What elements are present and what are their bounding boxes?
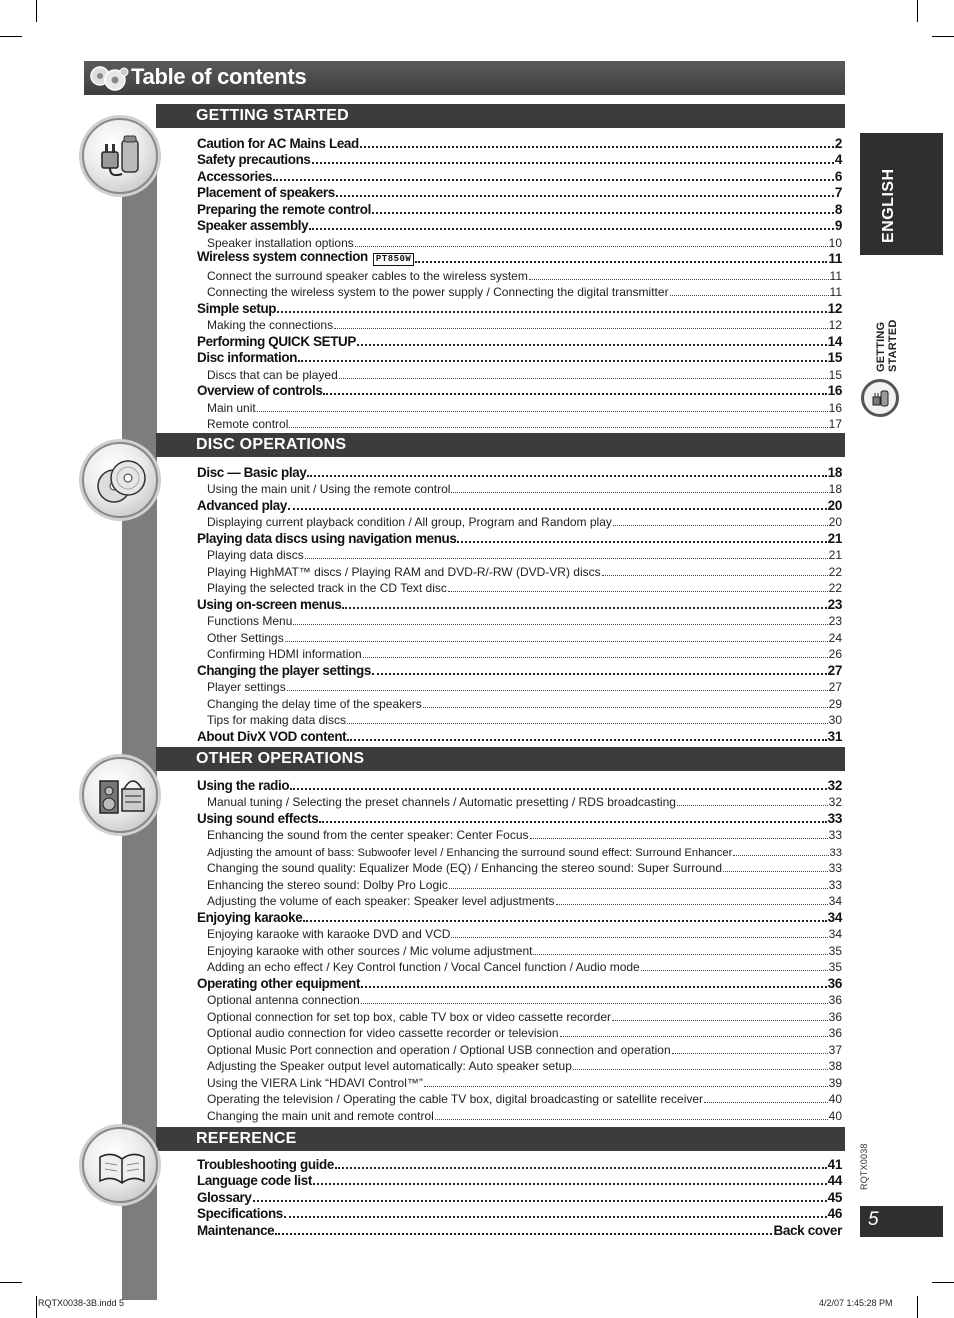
leader-dots xyxy=(670,295,829,296)
toc-page-number: 6 xyxy=(834,168,842,184)
toc-entry xyxy=(197,1221,842,1238)
leader-dots xyxy=(336,195,834,197)
toc-entry-label: Speaker installation options xyxy=(207,235,354,250)
title-bar xyxy=(84,61,845,95)
toc-subentry xyxy=(197,694,842,711)
toc-subentry xyxy=(197,1007,842,1024)
leader-dots xyxy=(363,657,828,658)
toc-page-number: 27 xyxy=(827,662,842,678)
toc-page-number: 9 xyxy=(834,218,842,233)
toc-page-number: 38 xyxy=(828,1059,842,1073)
toc-subentry xyxy=(197,678,842,695)
leader-dots xyxy=(530,838,828,839)
toc-entry xyxy=(197,332,842,349)
model-badge: PT850W xyxy=(373,253,414,266)
toc-entry-label: Specifications xyxy=(197,1206,283,1221)
toc-entry-label: Optional antenna connection xyxy=(207,993,360,1007)
leader-dots xyxy=(289,427,827,428)
leader-dots xyxy=(284,1216,827,1218)
toc-subentry xyxy=(197,1090,842,1107)
leader-dots xyxy=(704,1102,828,1103)
leader-dots xyxy=(733,855,828,856)
toc-entry xyxy=(197,299,842,316)
toc-entry xyxy=(197,595,842,612)
leader-dots xyxy=(641,970,828,971)
toc-entry-label: Other Settings xyxy=(207,630,284,645)
toc-page-number: 33 xyxy=(828,861,842,875)
toc-page-number: 11 xyxy=(829,268,842,283)
toc-page-number: 11 xyxy=(829,285,842,299)
leader-dots xyxy=(723,871,828,872)
toc-subentry xyxy=(197,991,842,1008)
toc-subentry xyxy=(197,283,842,300)
toc-entry-label: Preparing the remote control xyxy=(197,201,371,217)
toc-page-number: 45 xyxy=(827,1189,842,1205)
leader-dots xyxy=(573,1069,828,1070)
toc-entry-label: Using sound effects xyxy=(197,810,319,826)
toc-page-number: 36 xyxy=(828,1026,842,1040)
toc-page-number: 20 xyxy=(827,497,842,513)
toc-entry-label: Speaker assembly xyxy=(197,218,309,233)
toc-entry-label: Player settings xyxy=(207,680,286,694)
toc-entry-label: Optional connection for set top box, cable TV box or video cassette recorder xyxy=(207,1009,612,1024)
toc-entry xyxy=(197,134,842,151)
toc-subentry xyxy=(197,579,842,596)
leader-dots xyxy=(253,1200,827,1202)
toc-page-number: Back cover xyxy=(773,1222,842,1238)
toc-page-number: 34 xyxy=(828,927,842,941)
leader-dots xyxy=(347,739,826,741)
leader-dots xyxy=(285,641,828,642)
toc-subentry xyxy=(197,892,842,909)
document-code: RQTX0038 xyxy=(859,1143,869,1190)
leader-dots xyxy=(529,279,829,280)
toc-page-number: 15 xyxy=(827,350,842,365)
toc-subentry xyxy=(197,546,842,563)
toc-entry xyxy=(197,217,842,234)
toc-page-number: 36 xyxy=(827,975,842,991)
leader-dots xyxy=(423,707,828,708)
leader-dots xyxy=(277,311,827,313)
toc-entry xyxy=(197,529,842,546)
toc-page-number: 26 xyxy=(828,647,842,661)
toc-page-number: 46 xyxy=(827,1206,842,1221)
toc-page-number: 2 xyxy=(834,135,842,151)
toc-entry-label: Disc information xyxy=(197,350,298,365)
leader-dots xyxy=(305,558,828,559)
toc-subentry xyxy=(197,628,842,645)
leader-dots xyxy=(560,1036,828,1037)
toc-entry xyxy=(197,151,842,168)
toc-entry xyxy=(197,496,842,513)
toc-entry xyxy=(197,908,842,925)
leader-dots xyxy=(319,821,826,823)
toc-entry-label: Displaying current playback condition / All group, Program and Random play xyxy=(207,515,612,529)
leader-dots xyxy=(533,954,827,955)
leader-dots xyxy=(448,591,828,592)
toc-subentry xyxy=(197,513,842,530)
toc-entry-label: Troubleshooting guide xyxy=(197,1156,334,1172)
toc-page-number: 8 xyxy=(834,201,842,217)
toc-entry xyxy=(197,1188,842,1205)
toc-subentry xyxy=(197,941,842,958)
toc-entry-label: Changing the sound quality: Equalizer Mode (EQ) / Enhancing the stereo sound: Super Surround xyxy=(207,861,722,875)
toc-page-number: 37 xyxy=(828,1042,842,1057)
toc-entry-label: Simple setup xyxy=(197,300,277,316)
toc-entry xyxy=(197,382,842,399)
leader-dots xyxy=(556,904,828,905)
toc-page-number: 24 xyxy=(828,630,842,645)
toc-page-number: 18 xyxy=(828,482,842,496)
toc-page-number: 11 xyxy=(828,251,842,266)
toc-page-number: 18 xyxy=(827,464,842,480)
toc-page-number: 32 xyxy=(827,777,842,793)
leader-dots xyxy=(290,788,826,790)
toc-subentry xyxy=(197,859,842,876)
toc-entry-label: Performing QUICK SETUP xyxy=(197,333,356,349)
toc-subentry xyxy=(197,415,842,432)
toc-page-number: 29 xyxy=(828,696,842,711)
toc-page-number: 44 xyxy=(827,1173,842,1188)
toc-page-number: 33 xyxy=(828,828,842,842)
toc-page-number: 16 xyxy=(827,383,842,398)
toc-entry-label: Using the radio xyxy=(197,777,290,793)
toc-entry-label: Playing HighMAT™ discs / Playing RAM and DVD-R/-RW (DVD-VR) discs xyxy=(207,564,601,579)
leader-dots xyxy=(451,492,827,493)
leader-dots xyxy=(457,541,826,543)
toc-entry-label: Adding an echo effect / Key Control function / Vocal Cancel function / Audio mode xyxy=(207,960,640,974)
toc-entry-label: Enjoying karaoke with other sources / Mic volume adjustment xyxy=(207,943,533,958)
leader-dots xyxy=(449,888,828,889)
toc-subentry xyxy=(197,266,842,283)
toc-page-number: 34 xyxy=(828,894,842,908)
section-header-other-operations: OTHER OPERATIONS xyxy=(156,747,845,771)
toc-subentry xyxy=(197,316,842,333)
toc-entry-label: Safety precautions xyxy=(197,152,311,167)
toc-entry-label: Changing the player settings xyxy=(197,662,371,678)
toc-entry-label: Connecting the wireless system to the power supply / Connecting the digital transmitter xyxy=(207,285,669,299)
toc-page-number: 32 xyxy=(828,795,842,809)
footer-timestamp: 4/2/07 1:45:28 PM xyxy=(819,1298,893,1308)
leader-dots xyxy=(612,1020,828,1021)
toc-entry-label: Optional audio connection for video cassette recorder or television xyxy=(207,1026,559,1040)
toc-entry xyxy=(197,1205,842,1222)
leader-dots xyxy=(309,228,834,230)
leader-dots xyxy=(342,607,826,609)
toc-disc-operations xyxy=(197,463,842,744)
toc-entry-label: Using the main unit / Using the remote control xyxy=(207,482,451,496)
toc-subentry xyxy=(197,398,842,415)
toc-entry-label: Wireless system connection PT850W xyxy=(197,249,414,266)
toc-entry-label: Glossary xyxy=(197,1189,252,1205)
leader-dots xyxy=(677,805,828,806)
toc-page-number: 30 xyxy=(828,713,842,727)
toc-subentry xyxy=(197,958,842,975)
leader-dots xyxy=(451,937,827,938)
toc-page-number: 34 xyxy=(827,909,842,925)
toc-subentry xyxy=(197,562,842,579)
toc-page-number: 33 xyxy=(827,810,842,826)
toc-entry xyxy=(197,809,842,826)
toc-page-number: 12 xyxy=(827,300,842,316)
toc-entry-label: Discs that can be played xyxy=(207,367,338,382)
leader-dots xyxy=(360,146,834,148)
leader-dots xyxy=(323,393,826,395)
toc-page-number: 21 xyxy=(827,530,842,546)
leader-dots xyxy=(257,411,828,412)
toc-entry-label: Adjusting the volume of each speaker: Speaker level adjustments xyxy=(207,894,555,908)
toc-entry xyxy=(197,1155,842,1172)
toc-entry-label: Playing data discs xyxy=(207,548,304,562)
bubbles-logo-icon xyxy=(89,64,129,97)
toc-entry-label: Playing data discs using navigation menus xyxy=(197,530,457,546)
toc-page-number: 31 xyxy=(827,728,842,744)
leader-dots xyxy=(288,508,827,510)
toc-entry-label: Tips for making data discs xyxy=(207,713,346,727)
toc-entry-label: Operating the television / Operating the cable TV box, digital broadcasting or satellite receiver xyxy=(207,1092,704,1106)
leader-dots xyxy=(303,920,826,922)
toc-page-number: 7 xyxy=(834,185,842,200)
toc-page-number: 17 xyxy=(828,417,842,431)
leader-dots xyxy=(415,261,827,263)
toc-entry-label: Changing the delay time of the speakers xyxy=(207,696,422,711)
leader-dots xyxy=(357,344,827,346)
leader-dots xyxy=(613,525,828,526)
toc-entry-label: Operating other equipment xyxy=(197,975,361,991)
toc-page-number: 33 xyxy=(829,846,842,859)
toc-subentry xyxy=(197,826,842,843)
leader-dots xyxy=(602,575,828,576)
toc-entry-label: About DivX VOD content xyxy=(197,728,347,744)
toc-entry-label: Making the connections xyxy=(207,318,334,332)
toc-page-number: 15 xyxy=(828,367,842,382)
toc-page-number: 27 xyxy=(828,680,842,694)
leader-dots xyxy=(307,475,826,477)
toc-entry-label: Adjusting the Speaker output level automatically: Auto speaker setup xyxy=(207,1059,572,1073)
leader-dots xyxy=(672,1053,828,1054)
leader-dots xyxy=(335,1167,827,1169)
leader-dots xyxy=(435,1119,828,1120)
toc-entry-label: Changing the main unit and remote control xyxy=(207,1108,434,1123)
section-header-disc-operations: DISC OPERATIONS xyxy=(156,433,845,457)
leader-dots xyxy=(273,179,834,181)
toc-page-number: 41 xyxy=(827,1156,842,1172)
toc-entry xyxy=(197,727,842,744)
toc-entry-label: Adjusting the amount of bass: Subwoofer level / Enhancing the surround sound effect: Surround Enhancer xyxy=(207,846,733,859)
toc-entry-label: Connect the surround speaker cables to the wireless system xyxy=(207,268,528,283)
toc-entry xyxy=(197,200,842,217)
toc-subentry xyxy=(197,1073,842,1090)
toc-entry-label: Placement of speakers xyxy=(197,185,335,200)
toc-page-number: 16 xyxy=(828,400,842,415)
toc-page-number: 12 xyxy=(828,318,842,332)
toc-entry xyxy=(197,250,842,267)
toc-entry-label: Remote control xyxy=(207,417,289,431)
leader-dots xyxy=(347,723,828,724)
toc-page-number: 39 xyxy=(828,1075,842,1090)
toc-subentry xyxy=(197,842,842,859)
leader-dots xyxy=(361,986,827,988)
toc-entry-label: Enjoying karaoke xyxy=(197,909,303,925)
toc-page-number: 10 xyxy=(828,235,842,250)
toc-subentry xyxy=(197,925,842,942)
toc-subentry xyxy=(197,875,842,892)
toc-entry xyxy=(197,184,842,201)
toc-entry xyxy=(197,974,842,991)
leader-dots xyxy=(275,1233,772,1235)
leader-dots xyxy=(424,1086,828,1087)
language-tab: ENGLISH xyxy=(860,133,943,255)
toc-entry-label: Main unit xyxy=(207,400,256,415)
toc-page-number: 40 xyxy=(828,1092,842,1106)
toc-entry-label: Functions Menu xyxy=(207,614,293,628)
toc-subentry xyxy=(197,1106,842,1123)
toc-entry-label: Language code list xyxy=(197,1173,312,1188)
leader-dots xyxy=(372,212,834,214)
page-title: Table of contents xyxy=(131,64,307,89)
toc-subentry xyxy=(197,711,842,728)
toc-reference xyxy=(197,1155,842,1238)
speaker-radio-icon xyxy=(82,757,158,833)
toc-entry-label: Advanced play xyxy=(197,497,287,513)
toc-entry-label: Disc — Basic play xyxy=(197,464,307,480)
toc-entry-label: Enjoying karaoke with karaoke DVD and VCD xyxy=(207,927,451,941)
toc-page-number: 23 xyxy=(828,614,842,628)
toc-entry xyxy=(197,349,842,366)
open-book-icon xyxy=(82,1127,158,1203)
toc-entry-label: Manual tuning / Selecting the preset channels / Automatic presetting / RDS broadcasting xyxy=(207,795,676,809)
leader-dots xyxy=(293,624,827,625)
toc-entry xyxy=(197,463,842,480)
toc-subentry xyxy=(197,1057,842,1074)
toc-subentry xyxy=(197,1024,842,1041)
toc-entry-label: Maintenance xyxy=(197,1222,275,1238)
section-header-getting-started: GETTING STARTED xyxy=(156,104,845,128)
toc-subentry xyxy=(197,365,842,382)
discs-icon xyxy=(82,442,158,518)
toc-entry-label: Optional Music Port connection and operation / Optional USB connection and operation xyxy=(207,1042,671,1057)
toc-page-number: 35 xyxy=(828,943,842,958)
toc-entry-label: Using on-screen menus xyxy=(197,596,342,612)
toc-entry-label: Confirming HDMI information xyxy=(207,647,362,661)
toc-entry-label: Playing the selected track in the CD Text disc xyxy=(207,581,447,595)
toc-page-number: 36 xyxy=(828,1009,842,1024)
section-header-reference: REFERENCE xyxy=(156,1127,845,1151)
toc-entry-label: Accessories xyxy=(197,168,273,184)
toc-subentry xyxy=(197,233,842,250)
toc-entry-label: Enhancing the sound from the center speaker: Center Focus xyxy=(207,828,529,842)
page-number: 5 xyxy=(860,1206,943,1237)
toc-page-number: 21 xyxy=(828,548,842,562)
toc-entry xyxy=(197,776,842,793)
leader-dots xyxy=(372,673,827,675)
toc-entry-label: Overview of controls xyxy=(197,383,323,398)
toc-page-number: 40 xyxy=(828,1108,842,1123)
toc-page-number: 23 xyxy=(827,596,842,612)
toc-page-number: 36 xyxy=(828,993,842,1007)
side-section-label: GETTING STARTED xyxy=(875,319,899,372)
toc-page-number: 20 xyxy=(828,515,842,529)
toc-page-number: 14 xyxy=(827,333,842,349)
toc-entry-label: Using the VIERA Link “HDAVI Control™” xyxy=(207,1075,423,1090)
toc-page-number: 33 xyxy=(828,877,842,892)
toc-page-number: 35 xyxy=(828,960,842,974)
toc-page-number: 4 xyxy=(834,152,842,167)
toc-getting-started xyxy=(197,134,842,431)
footer-file-name: RQTX0038-3B.indd 5 xyxy=(38,1298,125,1308)
toc-subentry xyxy=(197,793,842,810)
ac-plug-icon xyxy=(82,118,158,194)
toc-subentry xyxy=(197,612,842,629)
toc-entry-label: Enhancing the stereo sound: Dolby Pro Logic xyxy=(207,877,448,892)
leader-dots xyxy=(287,690,828,691)
leader-dots xyxy=(298,360,827,362)
toc-subentry xyxy=(197,645,842,662)
leader-dots xyxy=(361,1003,828,1004)
toc-subentry xyxy=(197,480,842,497)
toc-subentry xyxy=(197,1040,842,1057)
toc-entry xyxy=(197,1172,842,1189)
leader-dots xyxy=(355,246,828,247)
toc-entry xyxy=(197,167,842,184)
toc-entry xyxy=(197,661,842,678)
toc-entry-label: Caution for AC Mains Lead xyxy=(197,135,359,151)
leader-dots xyxy=(334,328,828,329)
toc-other-operations xyxy=(197,776,842,1123)
toc-page-number: 22 xyxy=(828,581,842,595)
leader-dots xyxy=(313,1183,827,1185)
leader-dots xyxy=(312,162,834,164)
ac-plug-icon xyxy=(861,379,899,417)
leader-dots xyxy=(339,378,828,379)
toc-page-number: 22 xyxy=(828,564,842,579)
